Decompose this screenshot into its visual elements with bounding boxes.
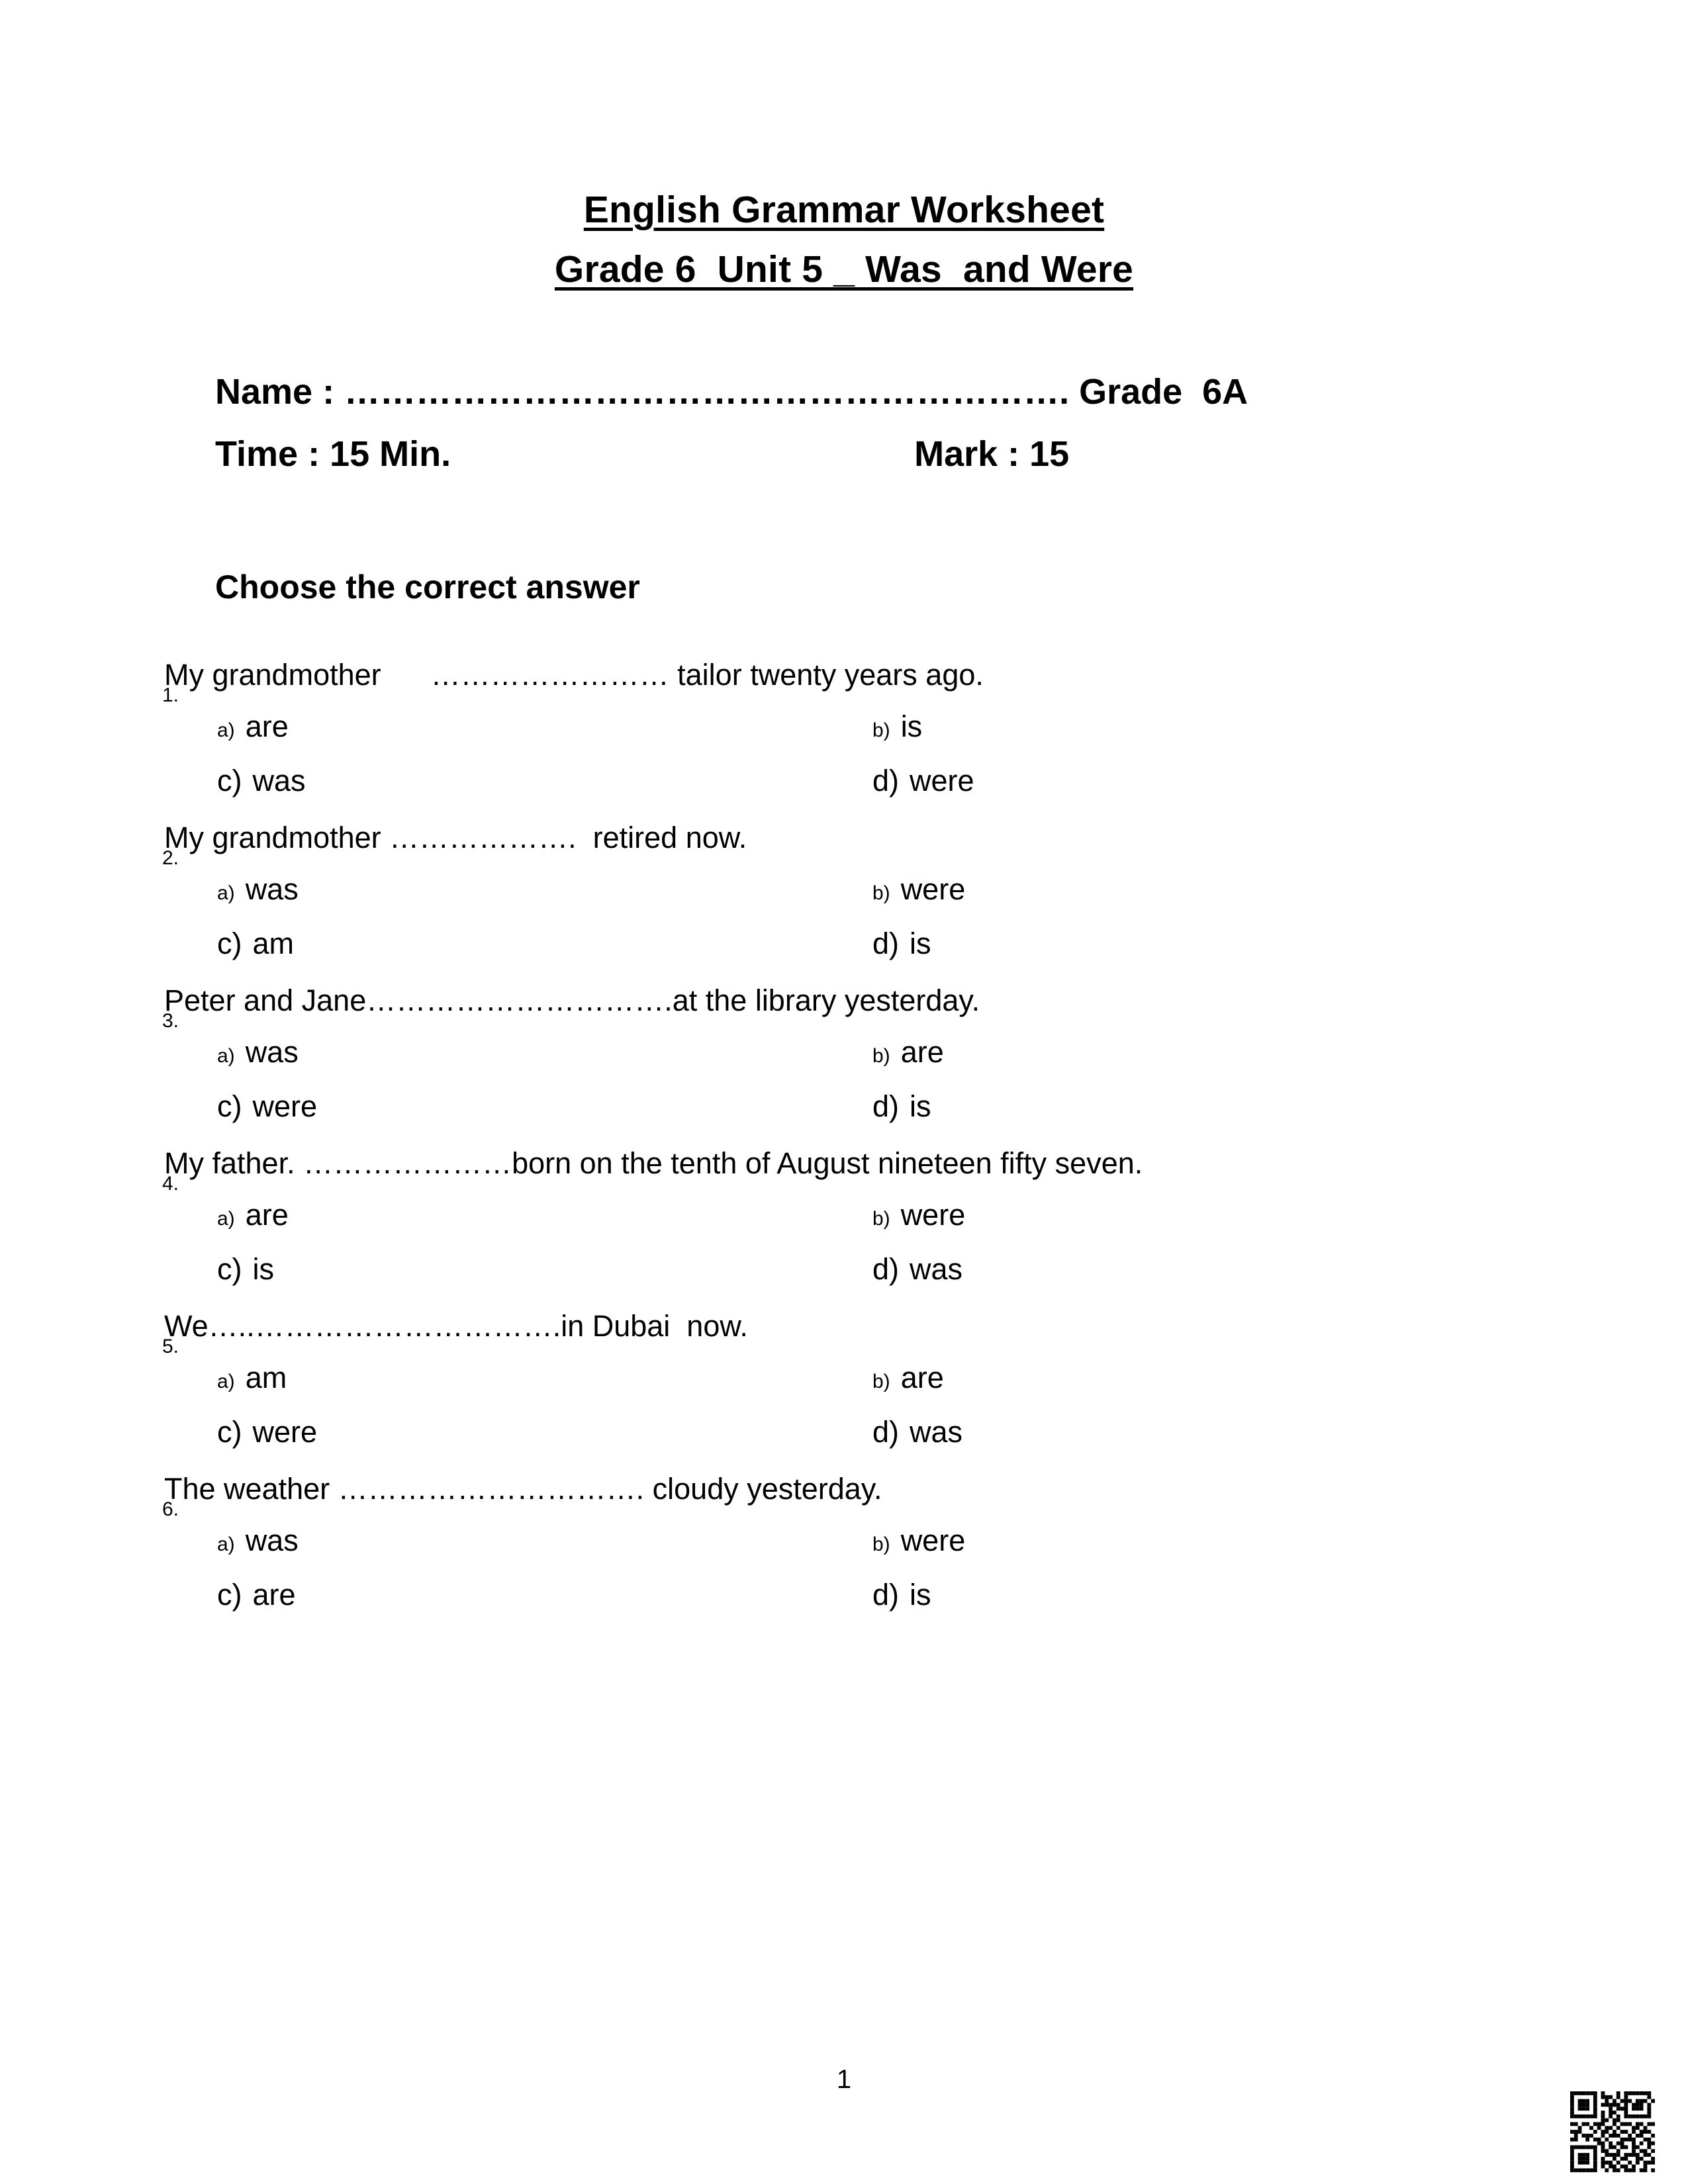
option-gap: [899, 1271, 910, 1283]
time-mark-row: [215, 423, 1473, 485]
option-choice-d[interactable]: [872, 1252, 962, 1287]
questions-list: [0, 655, 1688, 1632]
option-label: c): [217, 1089, 242, 1123]
option-text: is: [910, 1578, 931, 1612]
time-label: Time : 15 Min.: [215, 434, 451, 474]
option-choice-c[interactable]: [217, 1252, 872, 1287]
option-text: were: [900, 1524, 966, 1557]
option-text: is: [910, 1089, 931, 1123]
option-choice-a[interactable]: [217, 1361, 872, 1395]
option-label: b): [872, 1371, 890, 1392]
question-stem: [0, 818, 1688, 872]
option-text: is: [252, 1252, 274, 1286]
option-text: was: [245, 872, 299, 906]
option-text: am: [252, 927, 295, 960]
title-line-1-text: English Grammar Worksheet: [583, 189, 1105, 231]
question-item: [0, 818, 1688, 981]
option-text: am: [245, 1361, 287, 1394]
option-gap: [899, 782, 910, 794]
option-label: d): [872, 1415, 900, 1449]
option-choice-b[interactable]: [872, 1035, 944, 1069]
option-choice-a[interactable]: [217, 1198, 872, 1232]
question-item: [0, 1306, 1688, 1469]
question-number: 5.: [162, 1336, 179, 1357]
option-choice-d[interactable]: [872, 1578, 931, 1612]
option-label: c): [217, 1415, 242, 1449]
option-choice-d[interactable]: [872, 1415, 962, 1449]
option-gap: [890, 1379, 901, 1391]
question-item: [0, 1469, 1688, 1632]
options-row: [0, 1415, 1688, 1469]
option-label: c): [217, 764, 242, 797]
option-choice-a[interactable]: [217, 709, 872, 744]
option-gap: [235, 728, 246, 740]
options-row: [0, 1361, 1688, 1415]
option-gap: [242, 1433, 253, 1445]
question-text: My grandmother ………………. retired now.: [164, 821, 747, 854]
option-label: a): [217, 1533, 235, 1555]
option-gap: [242, 1596, 253, 1608]
title-line-2-text: Grade 6 Unit 5 _ Was and Were: [554, 248, 1134, 291]
question-stem: [0, 981, 1688, 1035]
option-choice-b[interactable]: [872, 1198, 965, 1232]
options-row: [0, 1089, 1688, 1144]
option-choice-b[interactable]: [872, 1361, 944, 1395]
question-item: [0, 655, 1688, 818]
option-label: a): [217, 1045, 235, 1067]
question-number: 4.: [162, 1173, 179, 1195]
title-line-2: [0, 240, 1688, 299]
option-label: d): [872, 1089, 900, 1123]
option-label: a): [217, 719, 235, 741]
option-text: were: [252, 1089, 318, 1123]
option-gap: [242, 782, 253, 794]
option-choice-d[interactable]: [872, 1089, 931, 1124]
instruction-heading: Choose the correct answer: [215, 569, 640, 606]
option-gap: [890, 728, 901, 740]
question-number: 1.: [162, 684, 179, 706]
option-text: are: [245, 709, 289, 743]
option-text: was: [252, 764, 306, 797]
option-text: are: [245, 1198, 289, 1232]
option-choice-a[interactable]: [217, 1524, 872, 1558]
qr-code: [1570, 2091, 1655, 2176]
option-gap: [899, 1596, 910, 1608]
question-text: My grandmother …………………… tailor twenty years ago.: [164, 658, 984, 692]
options-row: [0, 1252, 1688, 1306]
question-number: 2.: [162, 847, 179, 869]
option-gap: [235, 1379, 246, 1391]
option-label: a): [217, 1208, 235, 1230]
option-choice-b[interactable]: [872, 872, 965, 907]
option-text: was: [910, 1415, 963, 1449]
option-gap: [890, 891, 901, 903]
page-number: 1: [836, 2065, 852, 2094]
mark-label: Mark : 15: [914, 434, 1070, 474]
option-gap: [890, 1216, 901, 1228]
option-label: d): [872, 1252, 900, 1286]
option-label: c): [217, 1578, 242, 1612]
option-gap: [235, 891, 246, 903]
worksheet-title-block: [0, 180, 1688, 299]
option-choice-c[interactable]: [217, 1089, 872, 1124]
question-text: The weather …………………………. cloudy yesterday.: [164, 1472, 882, 1506]
option-gap: [242, 1271, 253, 1283]
option-label: d): [872, 1578, 900, 1612]
option-gap: [235, 1542, 246, 1554]
question-number: 6.: [162, 1498, 179, 1520]
option-choice-d[interactable]: [872, 927, 931, 961]
options-row: [0, 1524, 1688, 1578]
option-text: was: [245, 1524, 299, 1557]
question-stem: [0, 1469, 1688, 1524]
title-line-1: [0, 180, 1688, 240]
question-number: 3.: [162, 1010, 179, 1032]
question-stem: [0, 1144, 1688, 1198]
option-label: a): [217, 882, 235, 904]
qr-code-image: [1570, 2091, 1655, 2176]
student-name-row: [215, 361, 1473, 423]
option-text: were: [910, 764, 974, 797]
option-text: was: [910, 1252, 963, 1286]
option-choice-c[interactable]: [217, 764, 872, 798]
option-text: were: [900, 872, 966, 906]
option-text: were: [252, 1415, 318, 1449]
option-gap: [235, 1054, 246, 1066]
option-text: are: [900, 1361, 944, 1394]
question-stem: [0, 655, 1688, 709]
option-choice-b[interactable]: [872, 709, 922, 744]
options-row: [0, 1035, 1688, 1089]
option-choice-c[interactable]: [217, 927, 872, 961]
options-row: [0, 764, 1688, 818]
option-label: d): [872, 927, 900, 960]
option-label: b): [872, 1533, 890, 1555]
option-gap: [235, 1216, 246, 1228]
option-text: is: [910, 927, 931, 960]
option-choice-d[interactable]: [872, 764, 974, 798]
option-choice-c[interactable]: [217, 1415, 872, 1449]
option-choice-a[interactable]: [217, 872, 872, 907]
option-choice-b[interactable]: [872, 1524, 965, 1558]
option-text: was: [245, 1035, 299, 1069]
option-gap: [890, 1542, 901, 1554]
option-gap: [242, 945, 253, 957]
option-gap: [899, 1108, 910, 1120]
option-text: is: [900, 709, 923, 743]
options-row: [0, 1578, 1688, 1632]
options-row: [0, 927, 1688, 981]
option-gap: [899, 945, 910, 957]
question-stem: [0, 1306, 1688, 1361]
question-text: We…..………………………….in Dubai now.: [164, 1309, 748, 1343]
student-name-label: Name : ……………………………………………………. Grade 6A: [215, 372, 1248, 412]
option-label: c): [217, 1252, 242, 1286]
option-label: b): [872, 882, 890, 904]
option-label: b): [872, 1045, 890, 1067]
option-label: b): [872, 719, 890, 741]
option-gap: [242, 1108, 253, 1120]
options-row: [0, 872, 1688, 927]
option-gap: [890, 1054, 901, 1066]
question-item: [0, 1144, 1688, 1306]
option-label: c): [217, 927, 242, 960]
options-row: [0, 1198, 1688, 1252]
question-item: [0, 981, 1688, 1144]
question-text: My father. …………………born on the tenth of August nineteen fifty seven.: [164, 1146, 1143, 1180]
option-text: are: [252, 1578, 296, 1612]
option-label: d): [872, 764, 900, 797]
option-choice-a[interactable]: [217, 1035, 872, 1069]
options-row: [0, 709, 1688, 764]
option-label: a): [217, 1371, 235, 1392]
question-text: Peter and Jane………………………….at the library yesterday.: [164, 983, 980, 1017]
option-choice-c[interactable]: [217, 1578, 872, 1612]
option-text: are: [900, 1035, 944, 1069]
option-label: b): [872, 1208, 890, 1230]
option-gap: [899, 1433, 910, 1445]
option-text: were: [900, 1198, 966, 1232]
